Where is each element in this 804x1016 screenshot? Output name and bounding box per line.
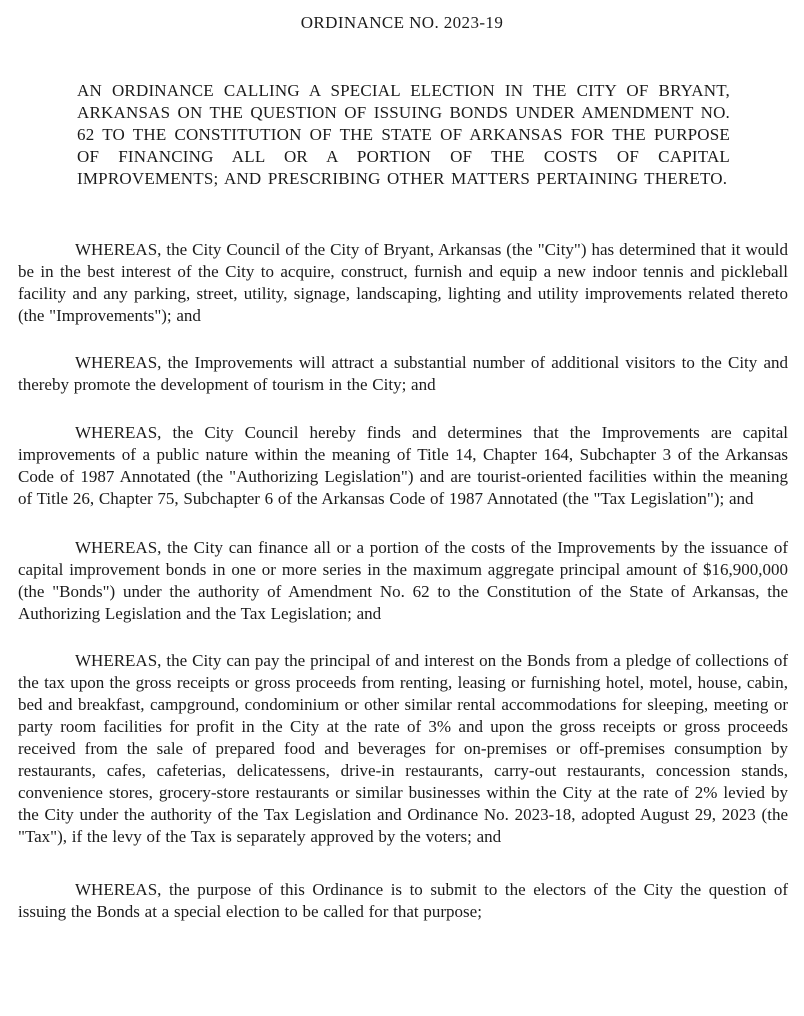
whereas-paragraph-5: WHEREAS, the City can pay the principal of and interest on the Bonds from a pledge of collections of the tax upon the gross receipts or gross proceeds from renting, leasing or furnishing hotel, motel, house, cabin, bed and breakfast, campground, condominium or other similar rental accommodations for sleeping, meeting or party room facilities for profit in the City at the rate of 3% and upon the gross receipts or gross proceeds received from the sale of prepared food and beverages for on-premises or off-premises consumption by restaurants, cafes, cafeterias, delicatessens, drive-in restaurants, carry-out restaurants, concession stands, convenience stores, grocery-store restaurants or similar businesses within the City at the rate of 2% levied by the City under the authority of the Tax Legislation and Ordinance No. 2023-18, adopted August 29, 2023 (the "Tax"), if the levy of the Tax is separately approved by the voters; and — [18, 651, 788, 846]
document-title: ORDINANCE NO. 2023-19 — [300, 13, 504, 32]
caption-paragraph: AN ORDINANCE CALLING A SPECIAL ELECTION IN THE CITY OF BRYANT, ARKANSAS ON THE QUESTION OF ISSUING BONDS UNDER AMENDMENT NO. 62 TO THE CONSTITUTION OF THE STATE OF ARKANSAS FOR THE PURPOSE OF FINANCING ALL OR A PORTION OF THE COSTS OF CAPITAL IMPROVEMENTS; AND PRESCRIBING OTHER MATTERS PERTAINING THERETO. — [77, 81, 730, 188]
whereas-paragraph-1: WHEREAS, the City Council of the City of Bryant, Arkansas (the "City") has determined that it would be in the best interest of the City to acquire, construct, furnish and equip a new indoor tennis and pickleball facility and any parking, street, utility, signage, landscaping, lighting and utility improvements related thereto (the "Improvements"); and — [18, 240, 788, 325]
whereas-paragraph-6: WHEREAS, the purpose of this Ordinance is to submit to the electors of the City the question of issuing the Bonds at a special election to be called for that purpose; — [18, 880, 788, 921]
whereas-paragraph-3: WHEREAS, the City Council hereby finds and determines that the Improvements are capital improvements of a public nature within the meaning of Title 14, Chapter 164, Subchapter 3 of the Arkansas Code of 1987 Annotated (the "Authorizing Legislation") and are tourist-oriented facilities within the meaning of Title 26, Chapter 75, Subchapter 6 of the Arkansas Code of 1987 Annotated (the "Tax Legislation"); and — [18, 423, 788, 508]
document-body — [0, 80, 804, 923]
whereas-paragraph-4: WHEREAS, the City can finance all or a portion of the costs of the Improvements by the issuance of capital improvement bonds in one or more series in the maximum aggregate principal amount of $16,900,000 (the "Bonds") under the authority of Amendment No. 62 to the Constitution of the State of Arkansas, the Authorizing Legislation and the Tax Legislation; and — [18, 538, 788, 623]
whereas-paragraph-2: WHEREAS, the Improvements will attract a substantial number of additional visitors to the City and thereby promote the development of tourism in the City; and — [18, 353, 788, 394]
